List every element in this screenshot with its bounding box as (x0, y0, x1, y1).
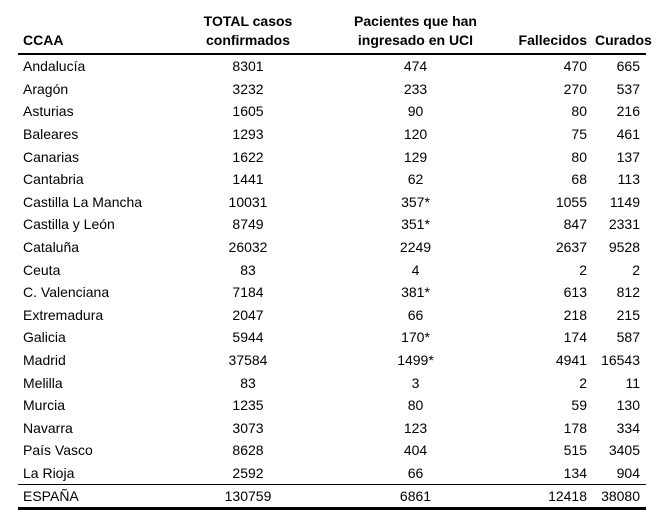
cell-fallecidos: 80 (571, 148, 587, 165)
table-row (18, 304, 646, 327)
header-total-line1: TOTAL casos (203, 13, 293, 29)
table-row (18, 54, 646, 78)
cell-curados: 1149 (609, 193, 640, 210)
cell-uci: 80 (407, 397, 424, 414)
cell-region: La Rioja (23, 464, 75, 481)
cell-region: Ceuta (23, 261, 61, 278)
cell-curados: 537 (616, 80, 640, 97)
cell-total-cases: 7184 (232, 284, 264, 301)
cell-region: Cataluña (23, 239, 80, 256)
cell-total-cases: 26032 (228, 239, 268, 256)
cell-uci: 120 (403, 126, 428, 143)
cell-fallecidos: 2 (579, 374, 587, 391)
cell-total-cases: 3232 (232, 80, 264, 97)
cell-region: Andalucía (23, 58, 86, 75)
cell-total-cases: 2592 (232, 464, 264, 481)
header-total-line2: confirmados (205, 32, 290, 48)
cell-total-cases: 83 (240, 261, 256, 278)
cell-fallecidos: 2637 (555, 239, 587, 256)
cell-curados: 16543 (601, 352, 640, 369)
cell-uci: 123 (403, 419, 428, 436)
header-region-label: CCAA (23, 32, 64, 48)
cell-total-cases: 8628 (232, 442, 264, 459)
cell-fallecidos: 1055 (555, 193, 587, 210)
header-uci-line2: ingresado en UCI (357, 32, 474, 48)
cell-total-cases: 10031 (228, 193, 268, 210)
cell-region: Castilla y León (23, 216, 115, 233)
header-uci-line1: Pacientes que han (354, 13, 477, 29)
cell-curados: 9528 (608, 239, 640, 256)
cell-uci: 170* (401, 329, 430, 346)
cell-fallecidos: 134 (563, 464, 587, 481)
cell-total-cases: 8749 (232, 216, 264, 233)
cell-total-cases: 5944 (232, 329, 264, 346)
cell-total-cases: 83 (240, 374, 256, 391)
total-fallecidos: 12418 (513, 485, 593, 509)
cell-fallecidos: 59 (571, 397, 587, 414)
cell-region: Castilla La Mancha (23, 193, 143, 210)
table-row (18, 417, 646, 440)
cell-region: Galicia (23, 329, 66, 346)
cell-uci: 90 (407, 103, 424, 120)
cell-region: Navarra (23, 419, 73, 436)
header-fallecidos-label: Fallecidos (518, 32, 587, 48)
table-row (18, 236, 646, 259)
total-row (18, 485, 646, 509)
cell-fallecidos: 847 (563, 216, 587, 233)
cell-fallecidos: 68 (571, 171, 587, 188)
cell-fallecidos: 80 (571, 103, 587, 120)
cell-total-cases: 37584 (228, 352, 268, 369)
cell-region: Asturias (23, 103, 74, 120)
cell-fallecidos: 174 (563, 329, 587, 346)
cell-region: Melilla (23, 374, 63, 391)
table-row (18, 100, 646, 123)
header-fallecidos (513, 10, 593, 54)
cell-uci: 2249 (399, 239, 432, 256)
table-row (18, 213, 646, 236)
cell-region: Baleares (23, 126, 79, 143)
cell-curados: 587 (616, 329, 640, 346)
cell-uci: 474 (403, 58, 428, 75)
cell-fallecidos: 470 (563, 58, 587, 75)
cell-uci: 4 (411, 261, 420, 278)
cell-curados: 2331 (608, 216, 640, 233)
cell-curados: 11 (625, 374, 640, 391)
cell-curados: 904 (616, 464, 640, 481)
cell-fallecidos: 2 (579, 261, 587, 278)
table-row (18, 462, 646, 485)
total-curados: 38080 (593, 485, 646, 509)
header-curados (593, 10, 652, 54)
cell-total-cases: 2047 (232, 306, 264, 323)
cell-uci: 129 (403, 148, 428, 165)
cell-region: Madrid (23, 352, 66, 369)
cell-total-cases: 1605 (232, 103, 264, 120)
cell-total-cases: 1622 (232, 148, 264, 165)
cell-curados: 130 (616, 397, 640, 414)
cell-fallecidos: 75 (571, 126, 587, 143)
cell-total-cases: 1441 (232, 171, 264, 188)
table-row (18, 78, 646, 101)
header-total-cases (178, 10, 318, 54)
cell-uci: 3 (411, 374, 420, 391)
cell-total-cases: 3073 (232, 419, 264, 436)
covid-cases-table (18, 10, 652, 510)
cell-uci: 62 (407, 171, 424, 188)
cell-curados: 137 (616, 148, 640, 165)
cell-uci: 351* (401, 216, 430, 233)
cell-fallecidos: 270 (563, 80, 587, 97)
table-row (18, 123, 646, 146)
table-row (18, 168, 646, 191)
cell-total-cases: 1235 (232, 397, 264, 414)
cell-fallecidos: 178 (563, 419, 587, 436)
table-row (18, 191, 646, 214)
table-header (18, 10, 652, 54)
table-row (18, 145, 646, 168)
table-row (18, 281, 646, 304)
cell-curados: 113 (617, 171, 640, 188)
cell-uci: 404 (403, 442, 428, 459)
cell-region: Aragón (23, 80, 69, 97)
cell-uci: 1499* (397, 352, 434, 369)
cell-fallecidos: 218 (563, 306, 587, 323)
cell-region: Murcia (23, 397, 66, 414)
cell-region: Cantabria (23, 171, 84, 188)
total-region: ESPAÑA (18, 485, 178, 509)
cell-curados: 3405 (608, 442, 640, 459)
cell-uci: 381* (401, 284, 430, 301)
cell-curados: 215 (616, 306, 640, 323)
table-row (18, 439, 646, 462)
table-row (18, 258, 646, 281)
cell-uci: 66 (407, 464, 424, 481)
cell-uci: 233 (403, 80, 428, 97)
cell-region: C. Valenciana (23, 284, 110, 301)
cell-region: Canarias (23, 148, 80, 165)
cell-curados: 334 (616, 419, 640, 436)
cell-uci: 357* (401, 193, 430, 210)
total-cases: 130759 (178, 485, 318, 509)
cell-fallecidos: 613 (563, 284, 587, 301)
cell-total-cases: 1293 (232, 126, 264, 143)
cell-curados: 216 (616, 103, 640, 120)
table-row (18, 326, 646, 349)
cell-curados: 665 (616, 58, 640, 75)
header-region (18, 10, 178, 54)
cell-fallecidos: 4941 (555, 352, 587, 369)
header-curados-label: Curados (595, 32, 652, 48)
table-row (18, 394, 646, 417)
table-body (18, 54, 646, 485)
header-row (18, 10, 646, 54)
cell-fallecidos: 515 (563, 442, 587, 459)
cell-curados: 2 (632, 261, 640, 278)
table-row (18, 349, 646, 372)
header-uci (318, 10, 513, 54)
table-footer (18, 485, 646, 509)
cell-curados: 461 (616, 126, 640, 143)
cell-region: Extremadura (23, 306, 104, 323)
cell-total-cases: 8301 (232, 58, 264, 75)
total-uci: 6861 (318, 485, 513, 509)
table-row (18, 371, 646, 394)
cell-uci: 66 (407, 306, 424, 323)
cell-curados: 812 (616, 284, 640, 301)
cell-region: País Vasco (23, 442, 93, 459)
